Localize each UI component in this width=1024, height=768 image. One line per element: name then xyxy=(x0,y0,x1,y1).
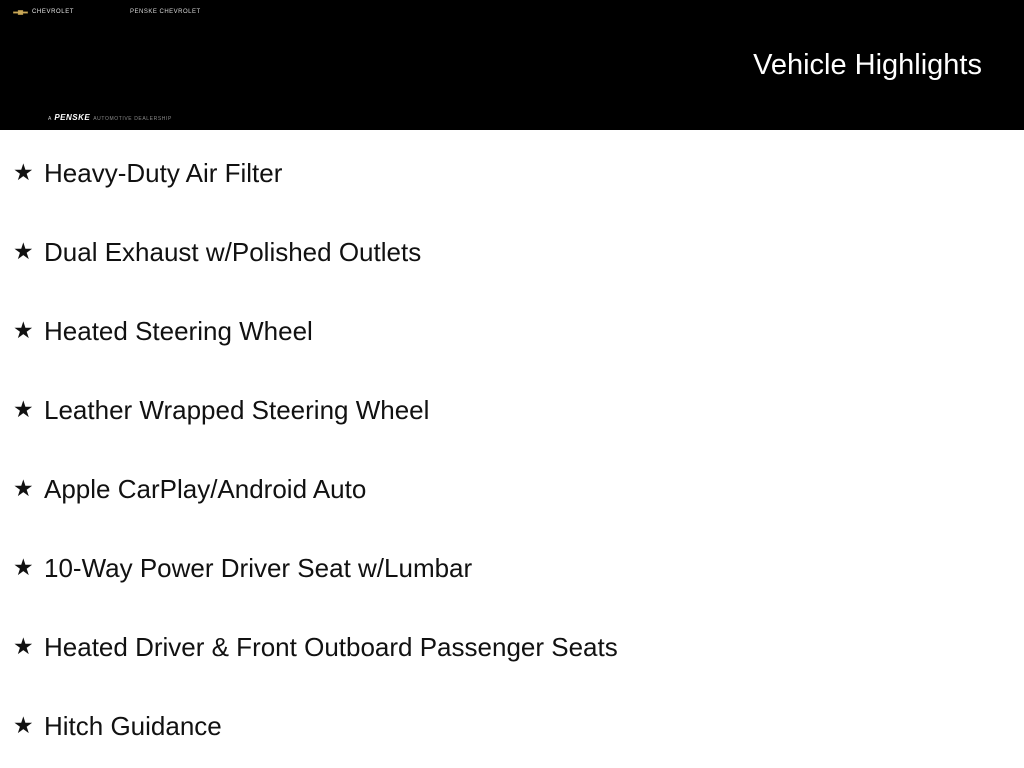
list-item xyxy=(13,686,1024,765)
highlight-label: 10-Way Power Driver Seat w/Lumbar xyxy=(44,552,473,583)
header-banner xyxy=(0,0,1024,130)
highlight-label: Heated Steering Wheel xyxy=(44,315,313,346)
tagline-brand: PENSKE xyxy=(54,113,91,122)
star-bullet-icon: ★ xyxy=(13,554,34,580)
page-title: Vehicle Highlights xyxy=(753,49,982,81)
highlight-label: Heavy-Duty Air Filter xyxy=(44,157,283,188)
star-bullet-icon: ★ xyxy=(13,317,34,343)
highlight-label: Hitch Guidance xyxy=(44,710,222,741)
star-bullet-icon: ★ xyxy=(13,712,34,738)
highlight-label: Leather Wrapped Steering Wheel xyxy=(44,394,430,425)
star-bullet-icon: ★ xyxy=(13,159,34,185)
list-item xyxy=(13,449,1024,528)
highlight-label: Heated Driver & Front Outboard Passenger Seats xyxy=(44,631,618,662)
star-bullet-icon: ★ xyxy=(13,396,34,422)
list-item xyxy=(13,291,1024,370)
highlight-label: Apple CarPlay/Android Auto xyxy=(44,473,367,504)
highlight-label: Dual Exhaust w/Polished Outlets xyxy=(44,236,422,267)
highlights-list xyxy=(0,130,1024,765)
list-item xyxy=(13,528,1024,607)
list-item xyxy=(13,370,1024,449)
list-item xyxy=(13,133,1024,212)
dealer-name: PENSKE CHEVROLET xyxy=(130,9,201,15)
chevrolet-bowtie-icon xyxy=(13,9,28,16)
list-item xyxy=(13,607,1024,686)
dealership-tagline xyxy=(48,113,172,122)
tagline-prefix: A xyxy=(48,116,52,122)
tagline-suffix: AUTOMOTIVE DEALERSHIP xyxy=(93,116,172,122)
star-bullet-icon: ★ xyxy=(13,475,34,501)
chevrolet-label: CHEVROLET xyxy=(32,9,75,15)
chevrolet-brand-lockup xyxy=(13,6,74,18)
star-bullet-icon: ★ xyxy=(13,238,34,264)
list-item xyxy=(13,212,1024,291)
highlights-section xyxy=(0,130,1024,768)
star-bullet-icon: ★ xyxy=(13,633,34,659)
